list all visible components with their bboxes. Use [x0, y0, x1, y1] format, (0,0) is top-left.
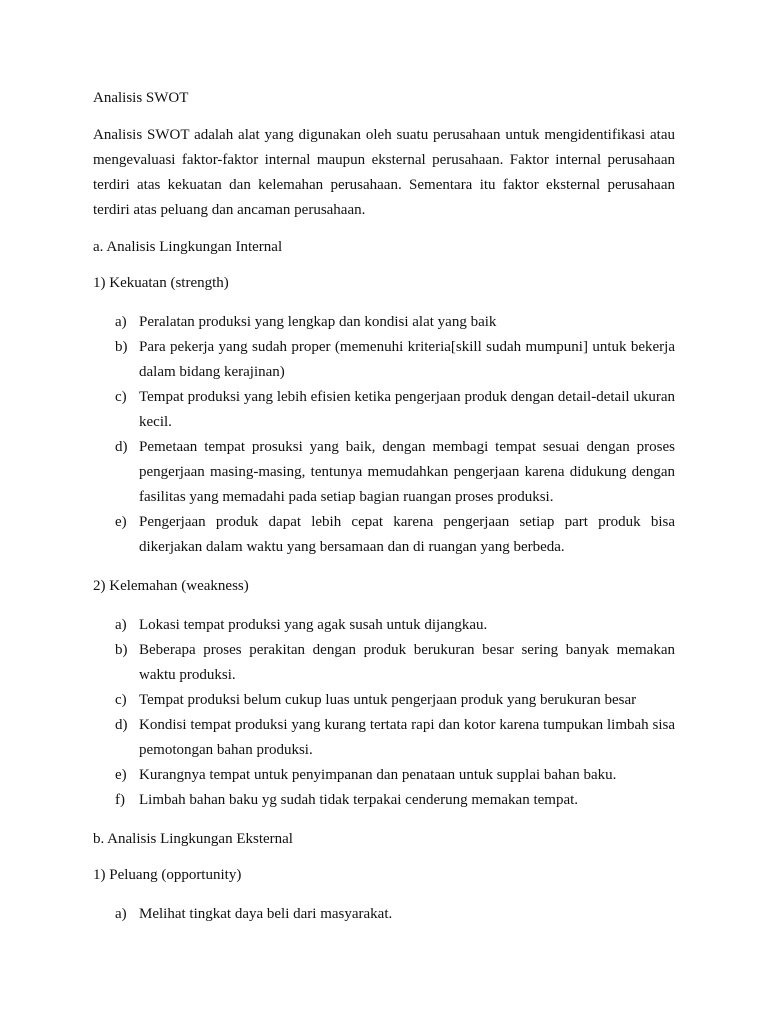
- document-title: Analisis SWOT: [93, 90, 189, 106]
- list-item-text: Pemetaan tempat prosuksi yang baik, dengan membagi tempat sesuai dengan proses pengerjaan masing-masing, tentunya memudahkan pengerjaan karena didukung dengan fasilitas yang memadahi pada setiap bagian ruangan proses produksi.: [139, 439, 675, 505]
- list-marker: a): [115, 314, 127, 330]
- list-item: [93, 435, 675, 510]
- strength-list: [93, 310, 675, 560]
- opportunity-heading: 1) Peluang (opportunity): [93, 867, 242, 883]
- list-item: [93, 638, 675, 688]
- opportunity-list: [93, 902, 675, 927]
- list-marker: c): [115, 389, 127, 405]
- list-marker: e): [115, 514, 127, 530]
- list-item: [93, 902, 675, 927]
- list-marker: d): [115, 717, 128, 733]
- list-item-text: Tempat produksi belum cukup luas untuk pengerjaan produk yang berukuran besar: [139, 692, 637, 708]
- intro-paragraph: Analisis SWOT adalah alat yang digunakan oleh suatu perusahaan untuk mengidentifikasi atau mengevaluasi faktor-faktor internal maupun eksternal perusahaan. Faktor internal perusahaan terdiri atas kekuatan dan kelemahan perusahaan. Sementara itu faktor eksternal perusahaan terdiri atas peluang dan ancaman perusahaan.: [93, 127, 675, 218]
- list-marker: b): [115, 642, 128, 658]
- list-marker: f): [115, 792, 125, 808]
- list-item: [93, 310, 675, 335]
- list-item-text: Kurangnya tempat untuk penyimpanan dan penataan untuk supplai bahan baku.: [139, 767, 617, 783]
- list-item: [93, 788, 675, 813]
- list-item: [93, 613, 675, 638]
- list-item: [93, 688, 675, 713]
- list-marker: d): [115, 439, 128, 455]
- section-b-heading: b. Analisis Lingkungan Eksternal: [93, 831, 293, 847]
- document-page: [93, 88, 675, 943]
- list-item: [93, 510, 675, 560]
- list-item: [93, 385, 675, 435]
- list-item-text: Tempat produksi yang lebih efisien ketika pengerjaan produk dengan detail-detail ukuran kecil.: [139, 389, 675, 430]
- strength-heading: 1) Kekuatan (strength): [93, 275, 229, 291]
- list-item-text: Limbah bahan baku yg sudah tidak terpakai cenderung memakan tempat.: [139, 792, 579, 808]
- list-item-text: Pengerjaan produk dapat lebih cepat karena pengerjaan setiap part produk bisa dikerjakan dalam waktu yang bersamaan dan di ruangan yang berbeda.: [139, 514, 675, 555]
- list-item: [93, 763, 675, 788]
- list-item: [93, 335, 675, 385]
- list-marker: a): [115, 906, 127, 922]
- list-item-text: Kondisi tempat produksi yang kurang tertata rapi dan kotor karena tumpukan limbah sisa pemotongan bahan produksi.: [139, 717, 675, 758]
- list-item-text: Beberapa proses perakitan dengan produk berukuran besar sering banyak memakan waktu produksi.: [139, 642, 675, 683]
- list-item-text: Melihat tingkat daya beli dari masyarakat.: [139, 906, 393, 922]
- list-item: [93, 713, 675, 763]
- list-item-text: Para pekerja yang sudah proper (memenuhi kriteria[skill sudah mumpuni] untuk bekerja dalam bidang kerajinan): [139, 339, 675, 380]
- list-marker: a): [115, 617, 127, 633]
- list-marker: b): [115, 339, 128, 355]
- weakness-heading: 2) Kelemahan (weakness): [93, 578, 249, 594]
- weakness-list: [93, 613, 675, 813]
- section-a-heading: a. Analisis Lingkungan Internal: [93, 239, 283, 255]
- list-marker: c): [115, 692, 127, 708]
- list-item-text: Lokasi tempat produksi yang agak susah untuk dijangkau.: [139, 617, 488, 633]
- list-marker: e): [115, 767, 127, 783]
- list-item-text: Peralatan produksi yang lengkap dan kondisi alat yang baik: [139, 314, 497, 330]
